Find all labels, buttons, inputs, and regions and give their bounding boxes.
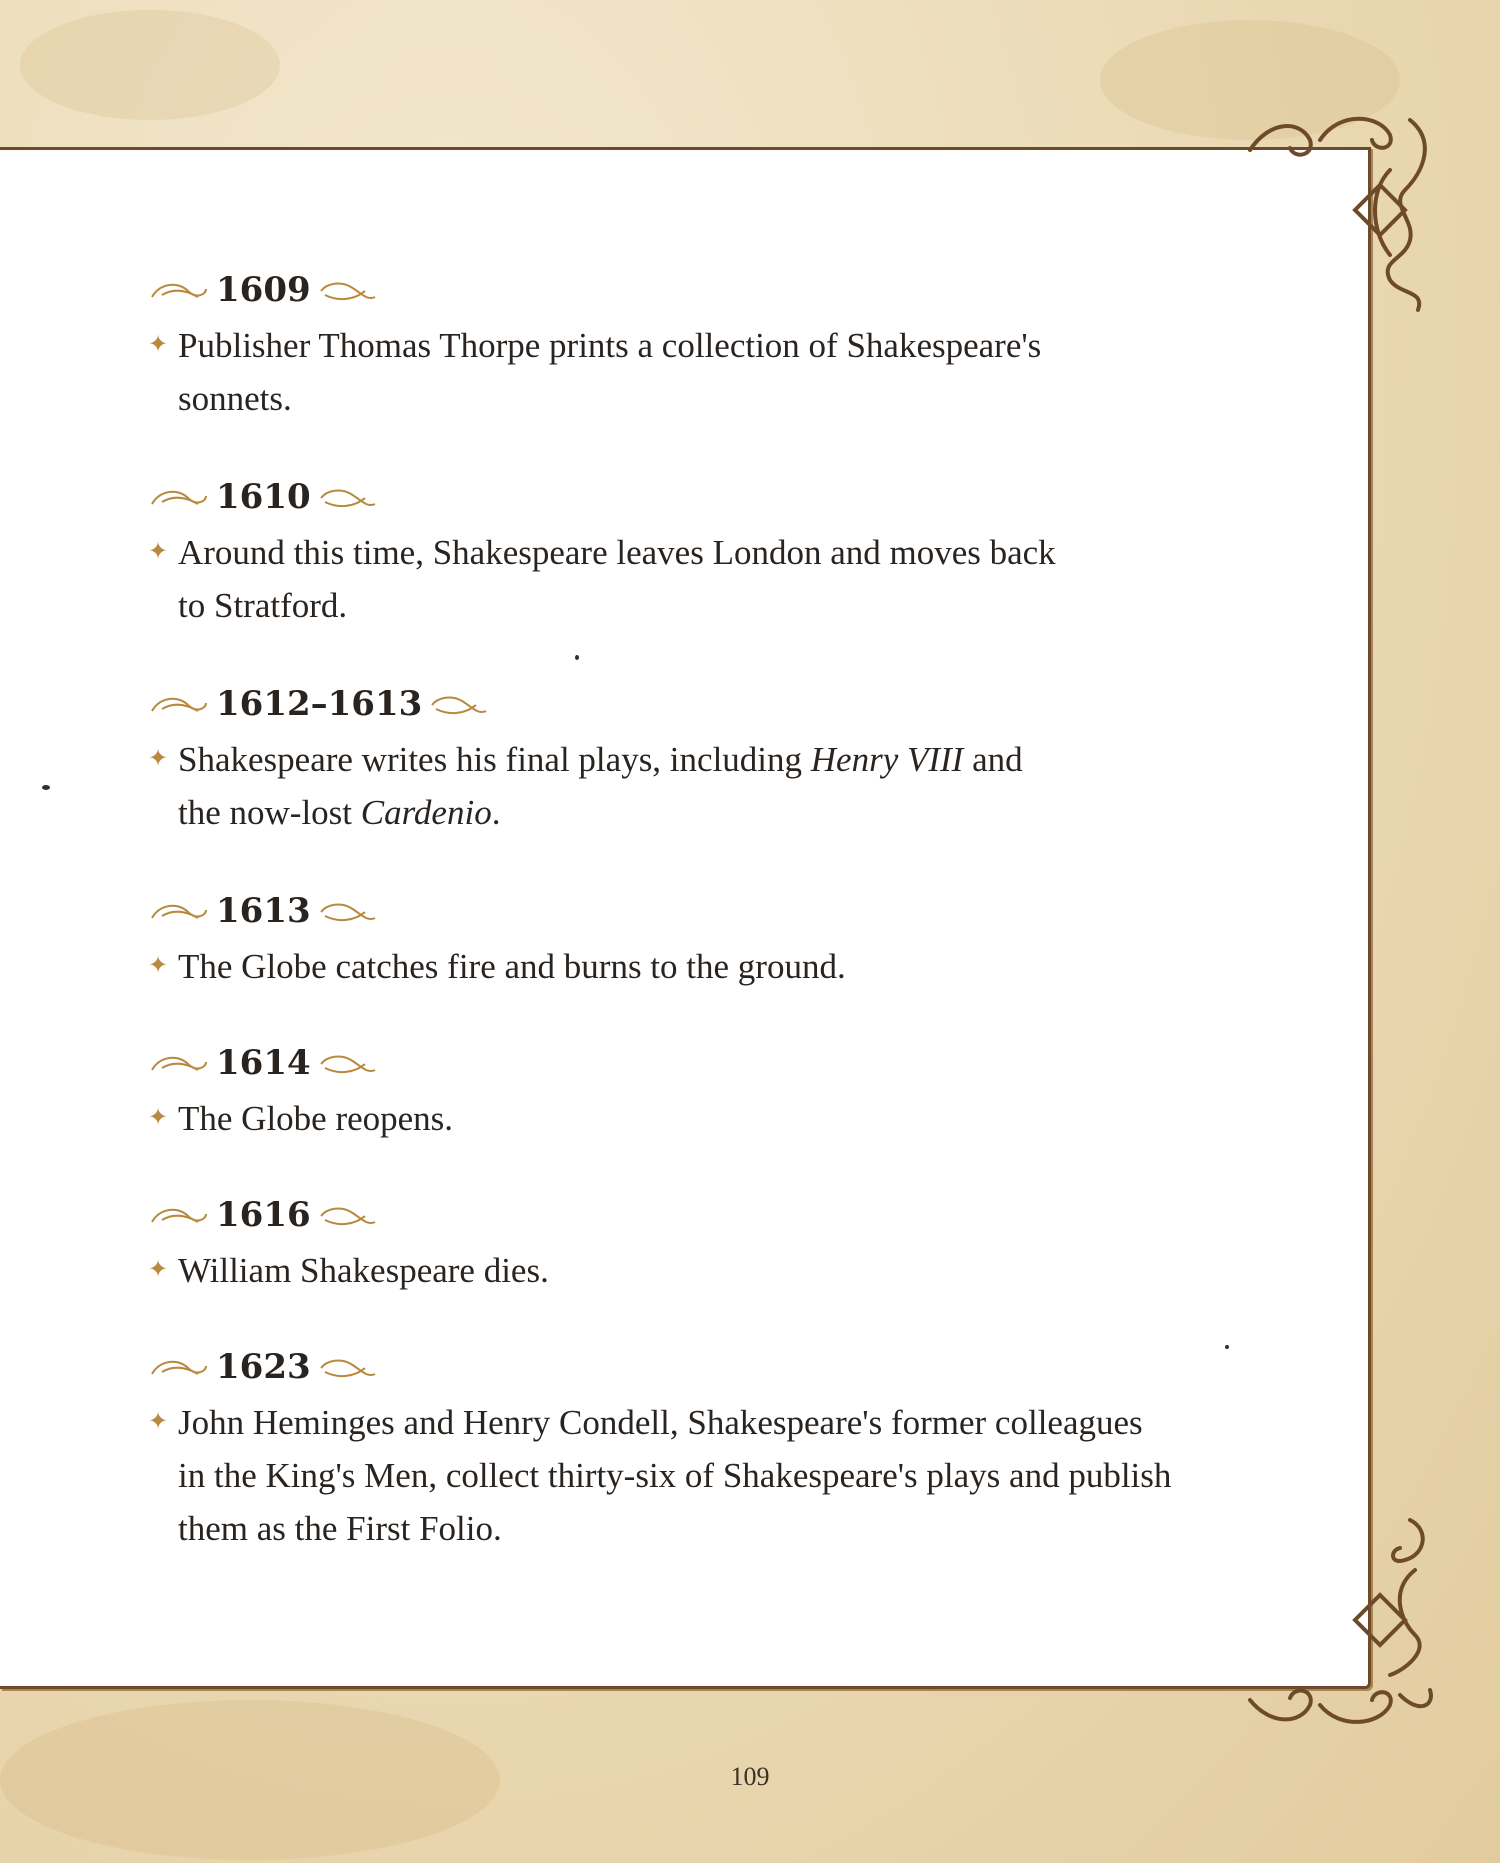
diamond-bullet-icon: ✦ [148, 1409, 169, 1435]
flourish-left-icon [148, 896, 210, 926]
year-heading [148, 1038, 1258, 1088]
flourish-right-icon [317, 482, 379, 512]
event-item [148, 1244, 1258, 1297]
event-item [148, 940, 1258, 993]
diamond-bullet-icon: ✦ [148, 539, 169, 565]
paper-stain [20, 10, 280, 120]
flourish-left-icon [148, 482, 210, 512]
year-label: 1612–1613 [216, 684, 423, 724]
year-heading [148, 1190, 1258, 1240]
diamond-bullet-icon: ✦ [148, 1257, 169, 1283]
diamond-bullet-icon: ✦ [148, 332, 169, 358]
ink-speck [575, 655, 579, 660]
event-text: Publisher Thomas Thorpe prints a collection of Shakespeare's sonnets. [178, 326, 1042, 418]
timeline-entry [148, 886, 1258, 993]
year-label: 1609 [216, 270, 311, 310]
flourish-right-icon [317, 1200, 379, 1230]
event-text: The Globe reopens. [178, 1099, 454, 1138]
flourish-left-icon [148, 275, 210, 305]
event-item [148, 319, 1258, 425]
year-label: 1616 [216, 1195, 311, 1235]
flourish-right-icon [317, 275, 379, 305]
timeline-entry [148, 265, 1258, 425]
flourish-left-icon [148, 689, 210, 719]
event-item [148, 1396, 1258, 1555]
timeline-entry [148, 472, 1258, 632]
year-heading [148, 472, 1258, 522]
year-heading [148, 679, 1258, 729]
flourish-left-icon [148, 1048, 210, 1078]
timeline-entry [148, 1038, 1258, 1145]
flourish-right-icon [317, 1352, 379, 1382]
event-item [148, 526, 1258, 632]
page-number: 109 [730, 1762, 770, 1791]
flourish-left-icon [148, 1200, 210, 1230]
diamond-bullet-icon: ✦ [148, 953, 169, 979]
timeline-entry [148, 679, 1258, 839]
year-heading [148, 265, 1258, 315]
diamond-bullet-icon: ✦ [148, 1105, 169, 1131]
year-heading [148, 886, 1258, 936]
event-text: John Heminges and Henry Condell, Shakespeare's former colleagues in the King's Men, collect thirty-six of Shakespeare's plays and publish them as the First Folio. [178, 1403, 1172, 1548]
year-heading [148, 1342, 1258, 1392]
event-item [148, 1092, 1258, 1145]
flourish-left-icon [148, 1352, 210, 1382]
ink-speck [42, 785, 50, 790]
corner-scroll-ornament [1240, 1510, 1440, 1730]
timeline-entry [148, 1190, 1258, 1297]
event-text: Around this time, Shakespeare leaves London and moves back to Stratford. [178, 533, 1056, 625]
flourish-right-icon [428, 689, 490, 719]
event-text: William Shakespeare dies. [178, 1251, 549, 1290]
year-label: 1613 [216, 891, 311, 931]
corner-scroll-ornament [1240, 110, 1440, 330]
year-label: 1623 [216, 1347, 311, 1387]
flourish-right-icon [317, 896, 379, 926]
timeline-entry [148, 1342, 1258, 1555]
event-text: The Globe catches fire and burns to the ground. [178, 947, 846, 986]
diamond-bullet-icon: ✦ [148, 746, 169, 772]
event-text: Shakespeare writes his final plays, including Henry VIII and the now-lost Cardenio. [178, 740, 1023, 832]
event-item [148, 733, 1258, 839]
flourish-right-icon [317, 1048, 379, 1078]
year-label: 1614 [216, 1043, 311, 1083]
ink-speck [1225, 1345, 1229, 1349]
year-label: 1610 [216, 477, 311, 517]
